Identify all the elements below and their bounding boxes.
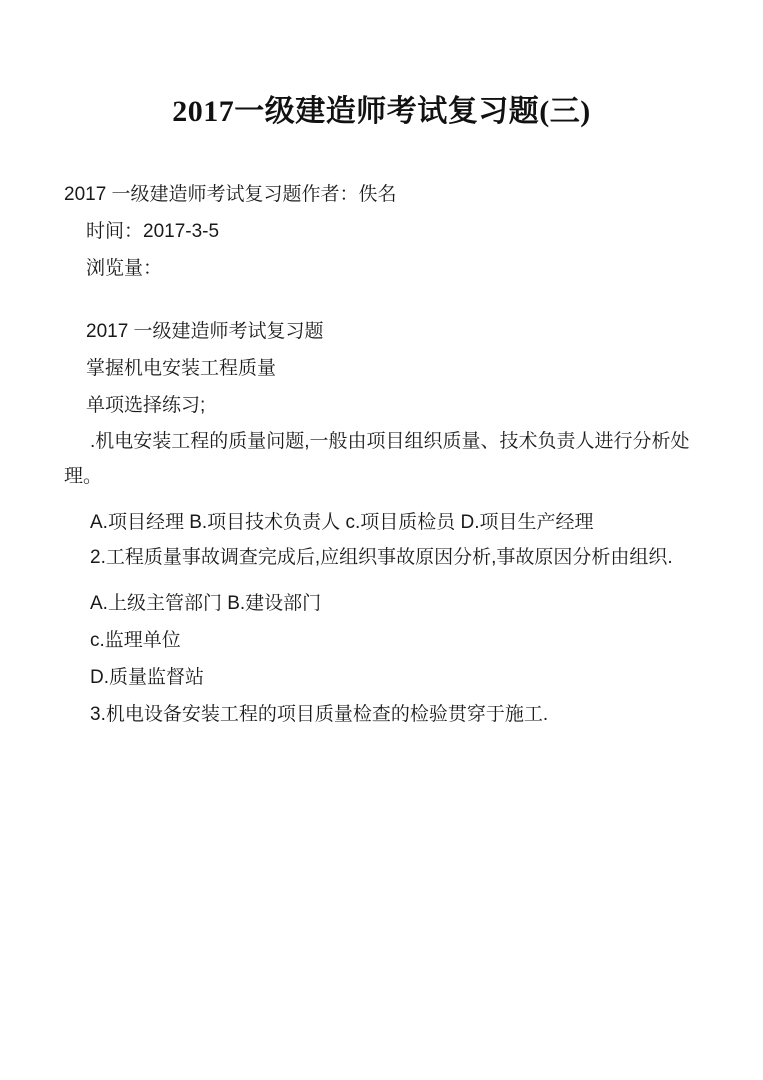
question-2-stem: 2.工程质量事故调查完成后,应组织事故原因分析,事故原因分析由组织.	[90, 546, 673, 568]
question-2-option-c: c.监理单位	[90, 629, 181, 651]
question-3-stem: 3.机电设备安装工程的项目质量检查的检验贯穿于施工.	[90, 703, 549, 725]
question-2-option-ab: A.上级主管部门 B.建设部门	[90, 592, 322, 614]
time-line: 时间：2017-3-5	[86, 221, 220, 243]
divider-space-1	[64, 287, 699, 313]
content-line-1: 2017 一级建造师考试复习题	[86, 321, 324, 343]
page-title: 2017一级建造师考试复习题(三)	[172, 95, 591, 128]
divider-space-2	[64, 495, 699, 505]
question-1-options: A.项目经理 B.项目技术负责人 c.项目质检员 D.项目生产经理	[90, 511, 594, 533]
divider-space-3	[64, 575, 699, 585]
question-1-stem: .机电安装工程的质量问题,一般由项目组织质量、技术负责人进行分析处理。	[64, 431, 690, 488]
content-line-2: 掌握机电安装工程质量	[86, 358, 277, 380]
document-body	[64, 176, 699, 733]
views-line: 浏览量：	[86, 258, 163, 280]
content-line-3: 单项选择练习;	[86, 395, 206, 417]
question-2-option-d: D.质量监督站	[90, 666, 205, 688]
author-line: 2017 一级建造师考试复习题作者：佚名	[64, 184, 397, 205]
